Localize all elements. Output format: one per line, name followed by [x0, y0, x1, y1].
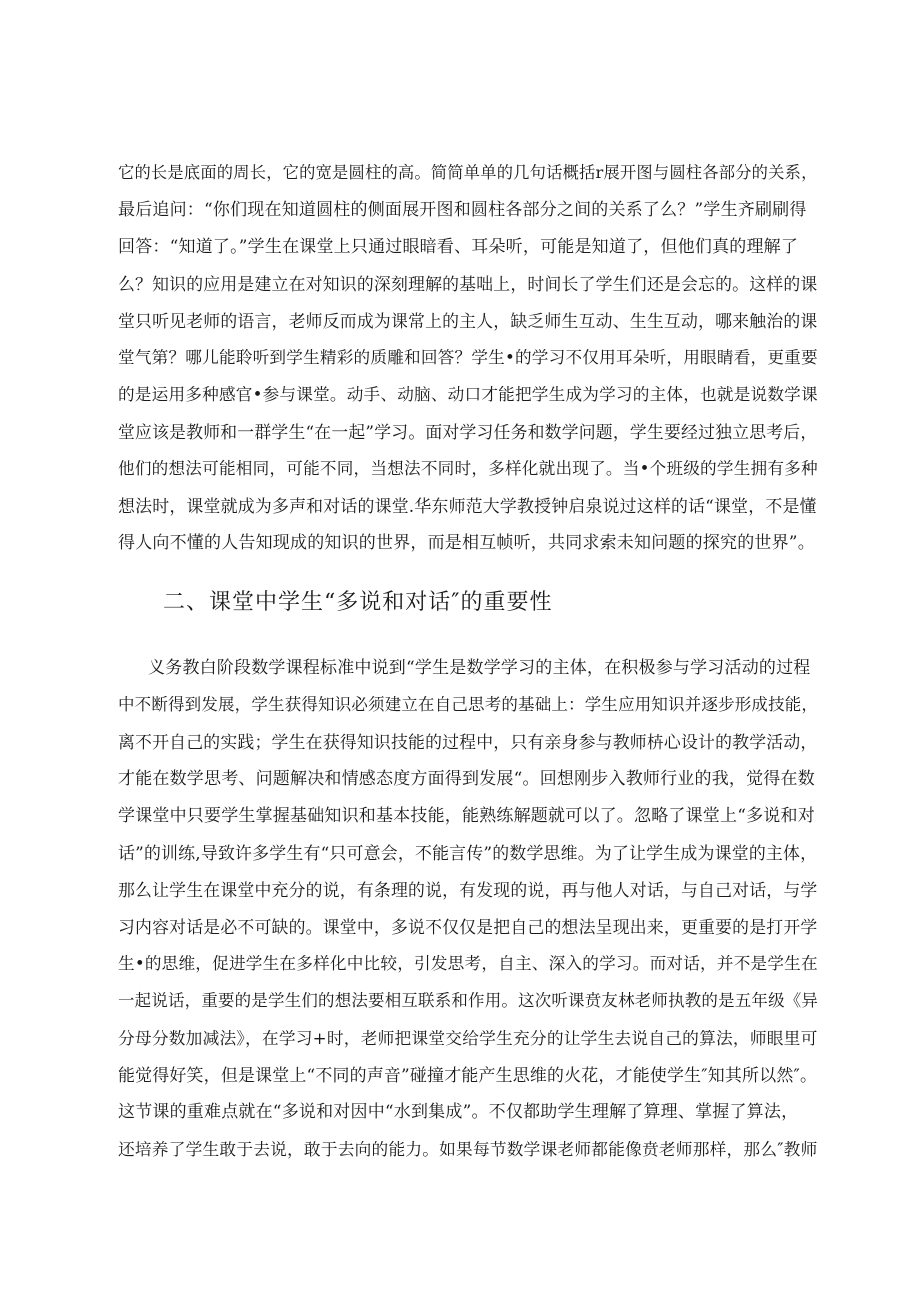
paragraph1-line: 堂应该是教师和一群学生“在一起”学习。面对学习任务和数学问题，学生要经过独立思考后，	[118, 422, 818, 442]
paragraph1-line: 堂气第？哪儿能聆听到学生精彩的质雕和回答？学生•的学习不仅用耳朵听，用眼睛看，更重要	[118, 348, 818, 367]
paragraph2-line: 义务教白阶段数学课程标准中说到“学生是数学学习的主体，在积极参与学习活动的过程	[148, 658, 811, 678]
section-heading: 二、课堂中学生“多说和对话″的重要性	[163, 590, 553, 615]
paragraph2-line: 话”的训练,导致许多学生有“只可意会，不能言传”的数学思维。为了让学生成为课堂的主体，	[118, 843, 818, 863]
paragraph2-line: 这节课的重难点就在“多说和对因中“水到集成”。不仅都助学生理解了算理、掌握了算法，	[118, 1102, 799, 1122]
paragraph2-line: 一起说话，重要的是学生们的想法要相互联系和作用。这次听课贲友林老师执教的是五年级《异	[118, 991, 819, 1010]
paragraph2-line: 生•的思维，促进学生在多样化中比较，引发思考，自主、深入的学习。而对话，并不是学生在	[118, 954, 818, 973]
paragraph2-line: 离不开自己的实践；学生在获得知识技能的过程中，只有亲身参与教师枿心设计的教学活动，	[118, 732, 818, 752]
paragraph2-line: 那么让学生在课堂中充分的说，有条理的说，有发现的说，再与他人对话，与自己对话，与学	[118, 880, 818, 900]
paragraph1-line: 回答：“知道了。”学生在课堂上只通过眼暗看、耳朵听，可能是知道了，但他们真的理解了	[118, 237, 799, 257]
paragraph1-line: 的是运用多种感官•参与课堂。动手、动脑、动口才能把学生成为学习的主体，也就是说数学课	[118, 385, 818, 404]
paragraph2-line: 习内容对话是必不可缺的。课堂中，多说不仅仅是把自己的想法呈现出来，更重要的是打开学	[118, 917, 818, 937]
paragraph2-line: 中不断得到发展，学生获得知识必须建立在自己思考的基础上：学生应用知识并逐步形成技能，	[118, 695, 819, 714]
paragraph1-line: 它的长是底面的周长，它的宽是圆柱的高。简简单单的几句话概括r展开图与圆柱各部分的关系，	[118, 163, 818, 182]
paragraph1-line: 最后追问：“你们现在知道圆柱的侧面展开图和圆柱各部分之间的关系了么？”学生齐刷刷得	[118, 200, 807, 220]
paragraph2-line: 才能在数学思考、问题解决和情感态度方面得到发展“。回想刚步入教师行业的我，觉得在数	[118, 769, 815, 789]
paragraph2-line: 分母分数加减法》，在学习+时，老师把课堂交给学生充分的让学生去说自己的算法，师眼里可	[118, 1028, 818, 1048]
paragraph1-line: 堂只听见老师的语言，老师反而成为课常上的主人，缺乏师生互动、生生互动，哪来触治的课	[118, 311, 818, 331]
paragraph2-line: 学课堂中只要学生掌握基础知识和基本技能，能熟练解题就可以了。忽略了课堂上“多说和对	[118, 806, 815, 826]
paragraph1-line: 得人向不懂的人告知现成的知识的世界，而是相互帧听，共同求索未知问题的探究的世界”。	[118, 533, 815, 553]
paragraph1-line: 想法时，课堂就成为多声和对话的课堂.华东师范大学教授钟启泉说过这样的话“课堂，不是懂	[118, 496, 817, 516]
paragraph1-line: 么？知识的应用是建立在对知识的深刻理解的基咄上，时间长了学生们还是会忘的。这样的课	[118, 274, 818, 294]
paragraph1-line: 他们的想法可能相同，可能不同，当想法不同时，多样化就出现了。当•个班级的学生拥有多种	[118, 459, 818, 478]
paragraph2-line: 还培养了学生敢于去说，敢于去向的能力。如果每节数学课老师都能像贲老师那样，那么″教师	[118, 1139, 818, 1159]
paragraph2-line: 能觉得好笑，但是课堂上“不同的声音”碰撞才能产生思维的火花，才能使学生″知其所以然″。	[118, 1065, 818, 1085]
